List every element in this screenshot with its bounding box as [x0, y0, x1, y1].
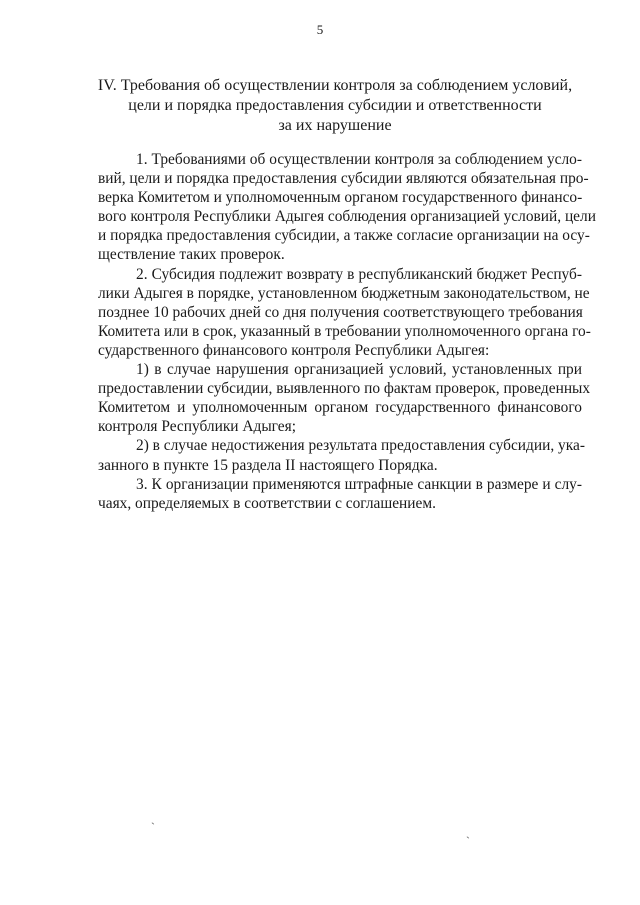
document-body	[98, 150, 596, 513]
text-line: верка Комитетом и уполномоченным органом государственного финансо-	[98, 189, 583, 207]
page-number: 5	[316, 22, 324, 37]
paragraph-2	[98, 265, 591, 360]
section-heading-line: цели и порядка предоставления субсидии и ответственности	[128, 97, 542, 114]
text-line: лики Адыгея в порядке, установленном бюджетным законодательством, не	[98, 284, 590, 302]
text-line: чаях, определяемых в соответствии с соглашением.	[98, 494, 436, 512]
paragraph-2-item-2	[98, 436, 585, 474]
text-line: позднее 10 рабочих дней со дня получения соответствующего требования	[98, 303, 583, 321]
paragraph-1	[98, 150, 596, 265]
text-line: 2. Субсидия подлежит возврату в республиканский бюджет Респуб-	[136, 265, 582, 283]
text-line: вий, цели и порядка предоставления субсидии являются обязательная про-	[98, 170, 589, 188]
text-line: Комитетом и уполномоченным органом государственного финансового	[98, 399, 582, 417]
section-heading	[80, 76, 590, 136]
text-line: контроля Республики Адыгея;	[98, 418, 296, 436]
text-line: 3. К организации применяются штрафные санкции в размере и слу-	[136, 475, 582, 493]
text-line: занного в пункте 15 раздела II настоящего Порядка.	[98, 456, 438, 474]
text-line: предоставлении субсидии, выявленного по фактам проверок, проведенных	[98, 380, 591, 398]
text-line: 1. Требованиями об осуществлении контроля за соблюдением усло-	[136, 151, 582, 168]
text-line: 2) в случае недостижения результата предоставления субсидии, ука-	[136, 437, 585, 455]
paragraph-2-item-1	[98, 360, 591, 436]
text-line: и порядка предоставления субсидии, а также согласие организации на осу-	[98, 227, 590, 245]
text-line: Комитета или в срок, указанный в требовании уполномоченного органа го-	[98, 322, 591, 340]
text-line: 1) в случае нарушения организацией условий, установленных при	[136, 361, 582, 379]
section-heading-line: IV. Требования об осуществлении контроля за соблюдением условий,	[97, 77, 573, 94]
scan-speck: ˎ	[466, 825, 470, 839]
text-line: вого контроля Республики Адыгея соблюдения организацией условий, цели	[98, 208, 596, 226]
section-heading-line: за их нарушение	[278, 117, 392, 134]
scan-speck: ˏ	[151, 811, 155, 825]
text-line: сударственного финансового контроля Республики Адыгея:	[98, 341, 490, 359]
text-line: ществление таких проверок.	[98, 246, 285, 264]
paragraph-3	[98, 475, 582, 513]
